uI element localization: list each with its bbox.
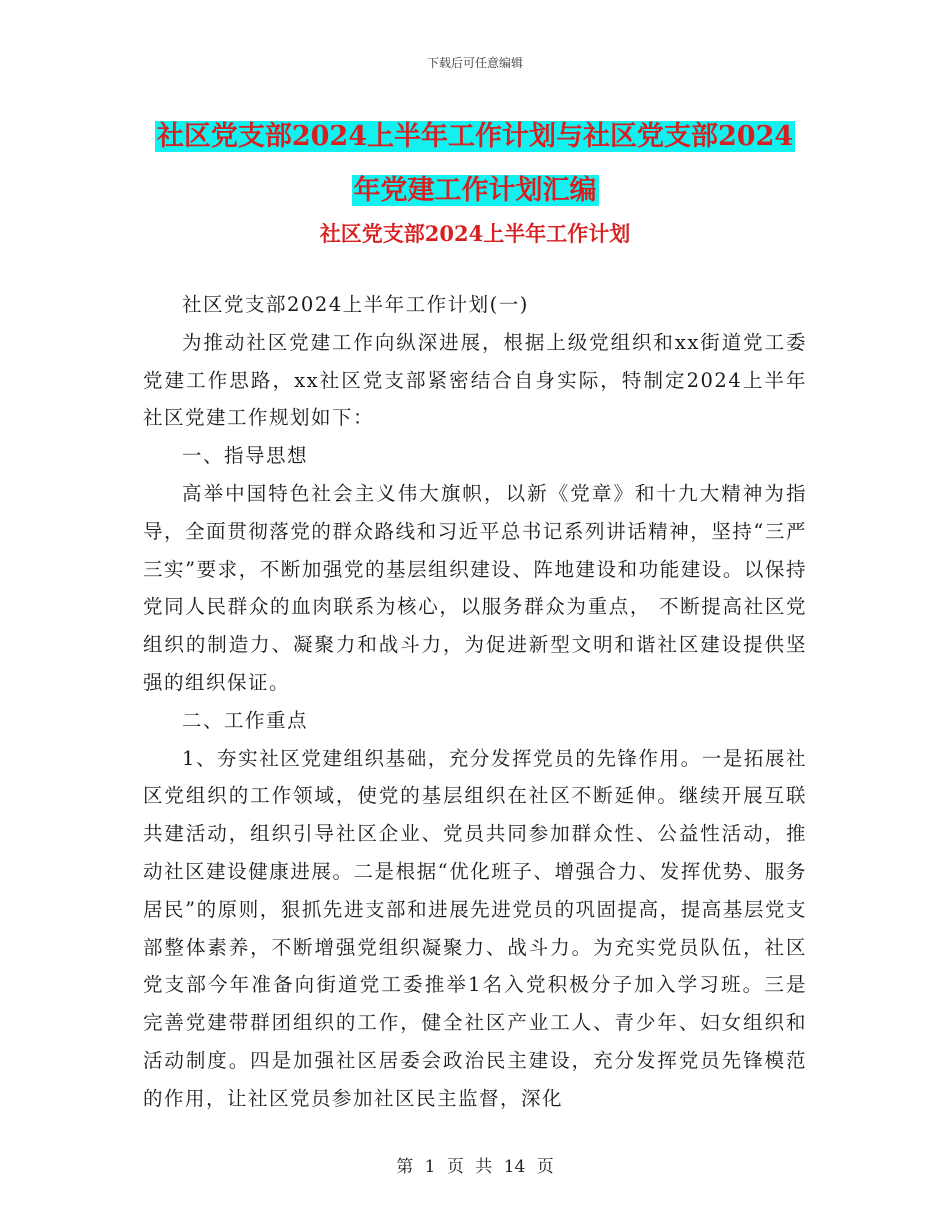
heading-guiding-ideology: 一、指导思想 bbox=[182, 444, 309, 468]
title-line-2 bbox=[0, 164, 950, 218]
paragraph-guiding-ideology: 高举中国特色社会主义伟大旗帜，以新《党章》和十九大精神为指导，全面贯彻落党的群众路线和习近平总书记系列讲话精神，坚持“三严三实”要求，不断加强党的基层组织建设、阵地建设和功能建设。以保持党同人民群众的血肉联系为核心，以服务群众为重点， 不断提高社区党组织的制造力、凝聚力和战斗力，为促进新型文明和谐社区建设提供坚强的组织保证。 bbox=[143, 481, 807, 694]
paragraph-intro: 为推动社区党建工作向纵深进展，根据上级党组织和xx街道党工委党建工作思路，xx社区党支部紧密结合自身实际，特制定2024上半年社区党建工作规划如下： bbox=[143, 330, 807, 430]
page-number: 第 1 页 共 14 页 bbox=[396, 1157, 554, 1177]
paragraph-work-focus-1: 1、夯实社区党建组织基础，充分发挥党员的先锋作用。一是拓展社区党组织的工作领域，使党的基层组织在社区不断延伸。继续开展互联共建活动，组织引导社区企业、党员共同参加群众性、公益性活动，推动社区建设健康进展。二是根据“优化班子、增强合力、发挥优势、服务居民”的原则，狠抓先进支部和进展先进党员的巩固提高，提高基层党支部整体素养，不断增强党组织凝聚力、战斗力。为充实党员队伍，社区党支部今年准备向街道党工委推举1名入党积极分子加入学习班。三是完善党建带群团组织的工作，健全社区产业工人、青少年、妇女组织和活动制度。四是加强社区居委会政治民主建设，充分发挥党员先锋模范的作用，让社区党员参加社区民主监督，深化 bbox=[143, 746, 807, 1110]
document-title bbox=[0, 110, 950, 218]
title-line-1-text: 社区党支部2024上半年工作计划与社区党支部2024 bbox=[156, 121, 794, 152]
title-line-2-text: 年党建工作计划汇编 bbox=[353, 175, 597, 206]
header-note: 下载后可任意编辑 bbox=[426, 56, 523, 70]
paragraph-intro-heading: 社区党支部2024上半年工作计划(一) bbox=[182, 293, 529, 316]
document-body bbox=[143, 286, 807, 1118]
heading-work-focus: 二、工作重点 bbox=[182, 708, 309, 732]
title-line-1 bbox=[0, 110, 950, 164]
section-title: 社区党支部2024上半年工作计划 bbox=[319, 221, 631, 246]
